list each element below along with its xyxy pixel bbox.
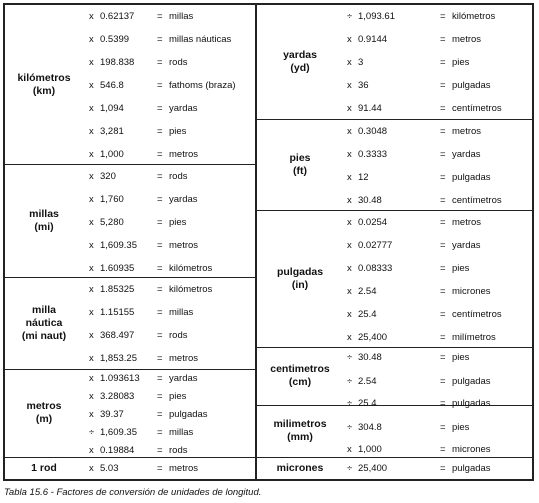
equals-sign: =: [440, 422, 446, 433]
target-unit: pulgadas: [452, 463, 491, 474]
operator: x: [347, 149, 352, 160]
unit-name: metros: [26, 400, 62, 412]
equals-sign: =: [157, 391, 163, 402]
factor-value: 1,853.25: [100, 353, 137, 364]
unit-name: 1 rod: [31, 461, 57, 474]
target-unit: kilómetros: [169, 284, 213, 295]
operator: ÷: [347, 352, 353, 363]
operator: x: [89, 463, 94, 474]
target-unit: kilómetros: [452, 11, 496, 22]
unit-abbr: (mi): [34, 220, 54, 233]
target-unit: micrones: [452, 286, 491, 297]
factor-value: 304.8: [358, 422, 382, 433]
operator: x: [89, 409, 94, 420]
equals-sign: =: [440, 463, 446, 474]
factor-value: 0.5399: [100, 34, 130, 45]
equals-sign: =: [157, 194, 163, 205]
target-unit: millas: [169, 427, 194, 438]
conversion-row: [5, 216, 532, 230]
target-unit: rods: [169, 445, 188, 456]
equals-sign: =: [440, 103, 446, 114]
unit-name: micrones: [276, 461, 324, 474]
target-unit: milímetros: [452, 332, 496, 343]
target-unit: metros: [452, 34, 482, 45]
equals-sign: =: [157, 149, 163, 160]
factor-value: 30.48: [358, 352, 382, 363]
factor-value: 25,400: [358, 332, 388, 343]
unit-name: kilómetros: [17, 71, 71, 84]
operator: x: [347, 80, 352, 91]
equals-sign: =: [440, 11, 446, 22]
conversion-row: [5, 56, 532, 70]
operator: ÷: [347, 11, 353, 22]
operator: x: [347, 263, 352, 274]
equals-sign: =: [157, 11, 163, 22]
conversion-row: [5, 148, 532, 162]
target-unit: rods: [169, 57, 188, 68]
conversion-row: [5, 194, 532, 208]
unit-name: milimetros: [273, 418, 327, 430]
operator: x: [89, 330, 94, 341]
equals-sign: =: [157, 330, 163, 341]
equals-sign: =: [157, 373, 163, 384]
factor-value: 0.08333: [358, 263, 393, 274]
unit-name: pulgadas: [276, 265, 324, 278]
unit-abbr: (in): [291, 278, 309, 291]
factor-value: 3,281: [100, 126, 124, 137]
equals-sign: =: [157, 217, 163, 228]
operator: x: [89, 391, 94, 402]
factor-value: 546.8: [100, 80, 124, 91]
equals-sign: =: [440, 195, 446, 206]
unit-abbr: (m): [35, 413, 53, 425]
target-unit: pies: [452, 263, 470, 274]
operator: x: [89, 80, 94, 91]
factor-value: 1.093613: [100, 373, 140, 384]
equals-sign: =: [157, 240, 163, 251]
factor-value: 5,280: [100, 217, 124, 228]
unit-name: yardas: [283, 49, 317, 61]
target-unit: yardas: [169, 373, 198, 384]
factor-value: 368.497: [100, 330, 135, 341]
factor-value: 12: [358, 172, 369, 183]
equals-sign: =: [157, 463, 163, 474]
operator: x: [89, 240, 94, 251]
operator: x: [89, 373, 94, 384]
operator: x: [89, 149, 94, 160]
factor-value: 320: [100, 171, 116, 182]
factor-value: 0.3048: [358, 126, 388, 137]
factor-value: 0.9144: [358, 34, 388, 45]
equals-sign: =: [157, 307, 163, 318]
conversion-row: [5, 10, 532, 24]
conversion-row: [5, 125, 532, 139]
factor-value: 25.4: [358, 398, 377, 409]
operator: x: [89, 217, 94, 228]
equals-sign: =: [440, 172, 446, 183]
operator: x: [347, 240, 352, 251]
equals-sign: =: [440, 80, 446, 91]
factor-value: 1.85325: [100, 284, 135, 295]
unit-abbr: (ft): [293, 164, 307, 177]
conversion-row: [5, 239, 532, 253]
equals-sign: =: [440, 376, 446, 387]
equals-sign: =: [157, 126, 163, 137]
target-unit: fathoms (braza): [169, 80, 236, 91]
factor-value: 25.4: [358, 309, 377, 320]
operator: x: [347, 172, 352, 183]
target-unit: pies: [452, 422, 470, 433]
target-unit: rods: [169, 330, 188, 341]
target-unit: centímetros: [452, 309, 502, 320]
target-unit: metros: [169, 149, 199, 160]
operator: x: [89, 307, 94, 318]
equals-sign: =: [157, 427, 163, 438]
unit-name: milla náutica: [25, 303, 63, 329]
conversion-row: [5, 33, 532, 47]
target-unit: pulgadas: [169, 409, 208, 420]
unit-name: pies: [289, 151, 311, 164]
unit-name: millas: [29, 207, 59, 220]
factor-value: 1,609.35: [100, 240, 137, 251]
factor-value: 25,400: [358, 463, 388, 474]
conversion-row: [5, 462, 532, 476]
target-unit: yardas: [169, 194, 198, 205]
operator: x: [347, 217, 352, 228]
target-unit: millas: [169, 307, 194, 318]
factor-value: 198.838: [100, 57, 135, 68]
equals-sign: =: [157, 445, 163, 456]
target-unit: pulgadas: [452, 376, 491, 387]
equals-sign: =: [440, 309, 446, 320]
target-unit: pulgadas: [452, 398, 491, 409]
target-unit: centímetros: [452, 103, 502, 114]
conversion-row: [5, 421, 532, 435]
operator: ÷: [347, 463, 353, 474]
target-unit: pies: [169, 391, 187, 402]
operator: x: [347, 34, 352, 45]
unit-abbr: (mi naut): [21, 329, 67, 342]
operator: x: [347, 309, 352, 320]
equals-sign: =: [157, 409, 163, 420]
factor-value: 1.15155: [100, 307, 135, 318]
unit-name: centimetros: [270, 363, 330, 375]
factor-value: 1,093.61: [358, 11, 395, 22]
conversion-row: [5, 102, 532, 116]
equals-sign: =: [440, 34, 446, 45]
unit-abbr: (cm): [288, 376, 312, 388]
conversion-row: [5, 262, 532, 276]
target-unit: pulgadas: [452, 172, 491, 183]
target-unit: pies: [452, 57, 470, 68]
target-unit: pies: [169, 126, 187, 137]
operator: x: [89, 126, 94, 137]
factor-value: 1,000: [100, 149, 124, 160]
operator: x: [347, 286, 352, 297]
operator: x: [89, 171, 94, 182]
equals-sign: =: [440, 126, 446, 137]
table-caption: Tabla 15.6 - Factores de conversión de unidades de longitud.: [4, 487, 262, 498]
equals-sign: =: [157, 103, 163, 114]
operator: ÷: [347, 398, 353, 409]
equals-sign: =: [157, 353, 163, 364]
operator: x: [89, 34, 94, 45]
operator: x: [347, 126, 352, 137]
conversion-row: [5, 171, 532, 185]
factor-value: 1.60935: [100, 263, 135, 274]
factor-value: 0.62137: [100, 11, 135, 22]
factor-value: 39.37: [100, 409, 124, 420]
equals-sign: =: [157, 34, 163, 45]
equals-sign: =: [440, 332, 446, 343]
factor-value: 0.02777: [358, 240, 393, 251]
operator: x: [89, 11, 94, 22]
equals-sign: =: [440, 149, 446, 160]
operator: x: [347, 103, 352, 114]
equals-sign: =: [440, 57, 446, 68]
unit-abbr: (km): [32, 84, 56, 97]
operator: x: [89, 445, 94, 456]
target-unit: metros: [169, 353, 199, 364]
operator: x: [347, 332, 352, 343]
operator: ÷: [89, 427, 95, 438]
target-unit: millas: [169, 11, 194, 22]
equals-sign: =: [157, 263, 163, 274]
factor-value: 2.54: [358, 286, 377, 297]
factor-value: 2.54: [358, 376, 377, 387]
equals-sign: =: [157, 284, 163, 295]
operator: ÷: [347, 376, 353, 387]
target-unit: micrones: [452, 444, 491, 455]
factor-value: 1,094: [100, 103, 124, 114]
conversion-row: [5, 351, 532, 365]
operator: ÷: [347, 422, 353, 433]
target-unit: pies: [169, 217, 187, 228]
target-unit: metros: [452, 126, 482, 137]
conversion-row: [5, 308, 532, 322]
target-unit: pies: [452, 352, 470, 363]
operator: x: [347, 195, 352, 206]
operator: x: [89, 194, 94, 205]
operator: x: [89, 57, 94, 68]
target-unit: yardas: [169, 103, 198, 114]
unit-label: [257, 210, 343, 347]
unit-abbr: (mm): [287, 431, 313, 443]
target-unit: pulgadas: [452, 80, 491, 91]
conversion-table: [3, 3, 534, 481]
factor-value: 3: [358, 57, 364, 68]
conversion-row: [5, 331, 532, 345]
equals-sign: =: [440, 240, 446, 251]
target-unit: kilómetros: [169, 263, 213, 274]
factor-value: 36: [358, 80, 369, 91]
target-unit: metros: [452, 217, 482, 228]
equals-sign: =: [440, 352, 446, 363]
factor-value: 30.48: [358, 195, 382, 206]
factor-value: 1,760: [100, 194, 124, 205]
equals-sign: =: [440, 263, 446, 274]
target-unit: yardas: [452, 149, 481, 160]
operator: x: [89, 103, 94, 114]
operator: x: [89, 263, 94, 274]
conversion-row: [5, 397, 532, 411]
conversion-row: [5, 375, 532, 389]
operator: x: [347, 57, 352, 68]
target-unit: rods: [169, 171, 188, 182]
equals-sign: =: [157, 57, 163, 68]
factor-value: 0.19884: [100, 445, 135, 456]
equals-sign: =: [440, 286, 446, 297]
operator: x: [89, 284, 94, 295]
factor-value: 1,609.35: [100, 427, 137, 438]
factor-value: 3.28083: [100, 391, 135, 402]
equals-sign: =: [440, 444, 446, 455]
operator: x: [89, 353, 94, 364]
operator: x: [347, 444, 352, 455]
factor-value: 91.44: [358, 103, 382, 114]
equals-sign: =: [157, 171, 163, 182]
target-unit: metros: [169, 240, 199, 251]
target-unit: millas náuticas: [169, 34, 232, 45]
equals-sign: =: [440, 217, 446, 228]
target-unit: yardas: [452, 240, 481, 251]
factor-value: 0.3333: [358, 149, 388, 160]
target-unit: metros: [169, 463, 199, 474]
equals-sign: =: [440, 398, 446, 409]
conversion-row: [5, 285, 532, 299]
unit-abbr: (yd): [290, 62, 310, 74]
conversion-row: [5, 443, 532, 457]
equals-sign: =: [157, 80, 163, 91]
factor-value: 5.03: [100, 463, 119, 474]
factor-value: 0.0254: [358, 217, 388, 228]
factor-value: 1,000: [358, 444, 382, 455]
conversion-row: [5, 79, 532, 93]
target-unit: centímetros: [452, 195, 502, 206]
